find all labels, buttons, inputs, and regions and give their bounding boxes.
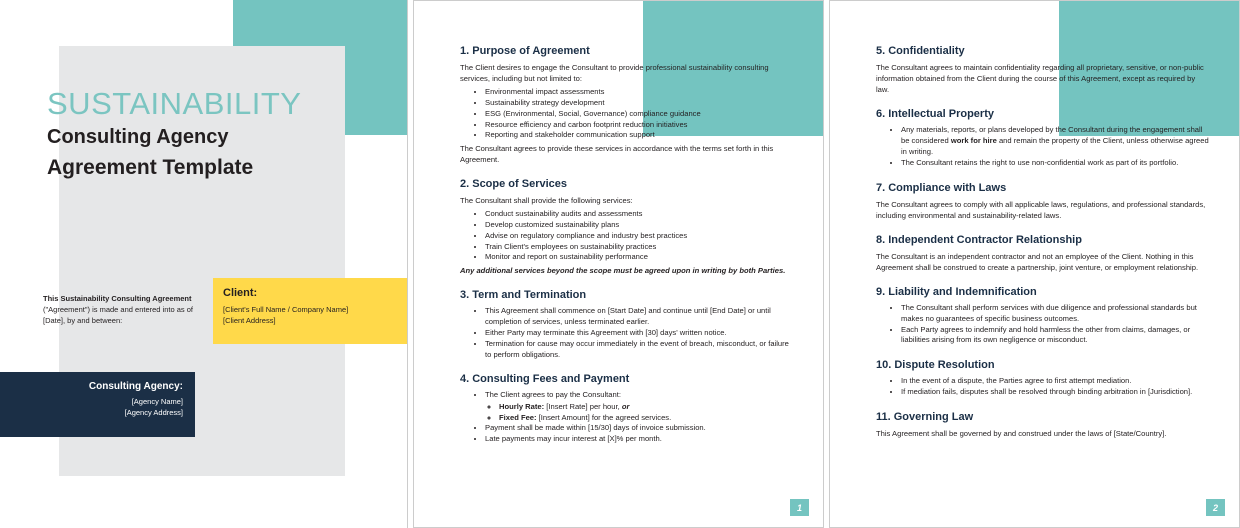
client-address-placeholder: [Client Address] [223,316,276,326]
list-item: • Resource efficiency and carbon footprint reduction initiatives [485,120,794,131]
section-dispute-resolution [876,359,1210,398]
section-outro: The Consultant agrees to provide these services in accordance with the terms set forth in this Agreement. [460,144,774,165]
section-intellectual-property [876,108,1210,168]
list-item: • Sustainability strategy development [485,98,794,109]
section-heading: 1. Purpose of Agreement [460,45,590,57]
list-item: • Develop customized sustainability plans [485,220,794,231]
cover-intro-rest: ("Agreement") is made and entered into as of [Date], by and between: [43,304,193,325]
list-item: • Each Party agrees to indemnify and hold harmless the other from claims, damages, or liabilities arising from its own negligence or misconduct. [901,325,1210,347]
list-item: • Late payments may incur interest at [X]% per month. [485,434,794,445]
section-intro: This Agreement shall be governed by and construed under the laws of [State/Country]. [876,429,1167,439]
section-heading: 5. Confidentiality [876,45,965,57]
section-scope-of-services [460,178,794,276]
agency-info-box [0,372,195,437]
cover-title-subtitle-1: Consulting Agency [47,125,229,148]
client-box-title: Client: [223,287,258,299]
list-item: • In the event of a dispute, the Parties agree to first attempt mediation. [901,376,1210,387]
agency-box-title: Consulting Agency: [88,381,183,392]
page-number-badge: 1 [790,499,809,516]
fixed-fee-label: Fixed Fee: [499,413,537,423]
cover-page [0,0,408,528]
cover-title-main: SUSTAINABILITY [47,86,302,121]
list-item: • Payment shall be made within [15/30] days of invoice submission. [485,423,794,434]
cover-title-subtitle-2: Agreement Template [47,155,254,179]
list-item [499,412,794,423]
purpose-bullet-list [460,87,794,141]
section-heading: 11. Governing Law [876,410,974,423]
section-heading: 8. Independent Contractor Relationship [876,233,1082,246]
fixed-fee-value: [Insert Amount] for the agreed services. [536,413,672,423]
cover-intro-strong: This Sustainability Consulting Agreement [43,294,192,303]
cover-title-group [47,88,377,180]
section-intro: The Client desires to engage the Consultant to provide professional sustainability consulting services, including but not limited to: [460,63,769,84]
ip-text-pre: Any materials, reports, or plans developed by the Consultant during the engagement shall be considered [901,125,1203,146]
list-item: • Termination for cause may occur immediately in the event of breach, misconduct, or failure to perform obligations. [485,339,794,361]
section-intro: The Consultant agrees to comply with all applicable laws, regulations, and professional standards, including environmental and sustainability-related laws. [876,199,1206,220]
agency-address-placeholder: [Agency Address] [124,408,183,418]
ip-bullet-list [876,125,1210,168]
fees-bullet-list [460,390,794,444]
section-intro: The Consultant shall provide the following services: [460,196,633,206]
ip-text-post: and remain the property of the Client, unless otherwise agreed in writing. [901,136,1209,156]
section-heading: 10. Dispute Resolution [876,359,995,372]
client-name-placeholder: [Client's Full Name / Company Name] [223,305,349,314]
section-term-and-termination [460,289,794,360]
list-item: • ESG (Environmental, Social, Governance) compliance guidance [485,109,794,120]
list-item: • If mediation fails, disputes shall be resolved through binding arbitration in [Jurisdiction]. [901,387,1210,398]
section-heading: 4. Consulting Fees and Payment [460,373,630,386]
ip-text-bold: work for hire [950,136,997,146]
client-info-box [213,278,407,344]
agency-name-placeholder: [Agency Name] [131,397,183,406]
section-compliance-with-laws [876,182,1210,221]
section-heading: 2. Scope of Services [460,178,567,191]
section-heading: 9. Liability and Indemnification [876,285,1037,298]
section-confidentiality [876,45,1210,95]
hourly-rate-label: Hourly Rate: [499,402,545,412]
list-item: • Environmental impact assessments [485,87,794,98]
content-page-1 [413,0,824,528]
scope-bullet-list [460,209,794,263]
term-bullet-list [460,306,794,360]
section-heading: 3. Term and Termination [460,289,587,302]
section-intro: The Consultant is an independent contractor and not an employee of the Client. Nothing in this Agreement shall be construed to create a partnership, joint venture, or employment relationship. [876,251,1199,272]
list-item [485,390,794,423]
fees-sub-list [485,401,794,423]
section-liability-indemnification [876,286,1210,346]
list-item: • Reporting and stakeholder communication support [485,130,794,141]
list-item [499,401,794,412]
scope-note: Any additional services beyond the scope must be agreed upon in writing by both Parties. [460,266,786,276]
list-item: • The Consultant shall perform services with due diligence and professional standards but makes no guarantees of specific business outcomes. [901,303,1210,325]
section-intro: The Consultant agrees to maintain confidentiality regarding all proprietary, sensitive, or non-public information obtained from the Client during the course of this Agreement, except as required by law. [876,63,1204,95]
page-number-badge: 2 [1206,499,1225,516]
list-item-text: The Client agrees to pay the Consultant: [485,390,621,400]
page-1-body [414,1,823,445]
page-2-body [830,1,1239,439]
list-item [901,125,1210,157]
section-heading: 6. Intellectual Property [876,108,994,121]
section-fees-and-payment [460,373,794,445]
list-item: • Monitor and report on sustainability performance [485,252,794,263]
list-item: • The Consultant retains the right to use non-confidential work as part of its portfolio. [901,158,1210,169]
cover-intro-paragraph [43,294,203,327]
section-independent-contractor [876,234,1210,273]
section-purpose [460,45,794,165]
list-item: • Either Party may terminate this Agreement with [30] days' written notice. [485,328,794,339]
content-page-2 [829,0,1240,528]
list-item: • Advise on regulatory compliance and industry best practices [485,231,794,242]
section-governing-law [876,411,1210,439]
list-item: • Conduct sustainability audits and assessments [485,209,794,220]
hourly-rate-value: [Insert Rate] per hour, [544,402,622,412]
list-item: • Train Client's employees on sustainability practices [485,242,794,253]
list-item: • This Agreement shall commence on [Start Date] and continue until [End Date] or until completion of services, unless terminated earlier. [485,306,794,328]
hourly-rate-tail: or [621,402,630,412]
section-heading: 7. Compliance with Laws [876,181,1007,194]
liability-bullet-list [876,303,1210,346]
dispute-bullet-list [876,376,1210,398]
